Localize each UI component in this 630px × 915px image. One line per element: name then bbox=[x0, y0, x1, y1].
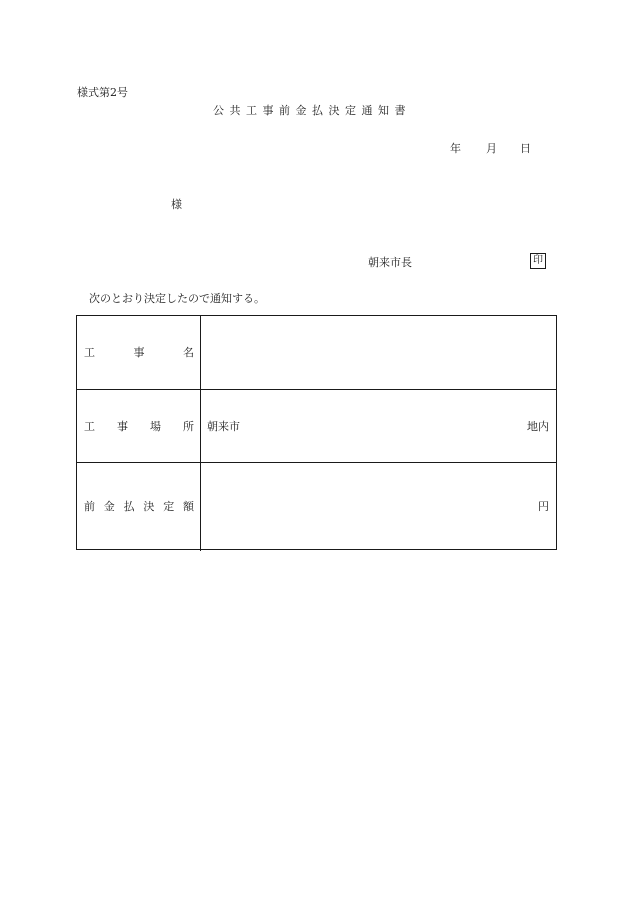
document-title: 公共工事前金払決定通知書 bbox=[213, 104, 411, 117]
label-char: 額 bbox=[182, 500, 194, 513]
label-char: 名 bbox=[183, 345, 194, 359]
advance-amount-field[interactable] bbox=[201, 463, 556, 551]
date-year-label: 年 bbox=[450, 142, 461, 155]
row-label bbox=[84, 420, 194, 434]
label-char: 金 bbox=[103, 500, 115, 513]
label-char: 事 bbox=[117, 419, 128, 433]
construction-name-field[interactable] bbox=[201, 316, 556, 389]
label-char: 前 bbox=[84, 500, 95, 513]
row-label bbox=[84, 500, 194, 514]
details-table bbox=[76, 315, 557, 550]
label-cell bbox=[77, 463, 201, 551]
label-char: 払 bbox=[123, 500, 135, 513]
label-char: 事 bbox=[133, 345, 145, 359]
label-char: 定 bbox=[163, 500, 175, 513]
label-char: 決 bbox=[143, 500, 155, 513]
construction-site-field[interactable] bbox=[201, 390, 556, 463]
yen-unit: 円 bbox=[538, 500, 549, 513]
site-area-suffix: 地内 bbox=[527, 419, 549, 433]
label-char: 所 bbox=[183, 419, 194, 433]
recipient-honorific: 様 bbox=[171, 198, 182, 211]
table-row-construction-name bbox=[77, 316, 556, 389]
table-row-construction-site bbox=[77, 389, 556, 463]
intro-text: 次のとおり決定したので通知する。 bbox=[89, 292, 265, 305]
label-cell bbox=[77, 390, 201, 463]
label-char: 工 bbox=[84, 345, 95, 359]
row-label bbox=[84, 346, 194, 360]
label-cell bbox=[77, 316, 201, 389]
table-row-advance-amount bbox=[77, 462, 556, 551]
form-number: 様式第2号 bbox=[77, 86, 128, 99]
site-city-prefix: 朝来市 bbox=[207, 419, 240, 433]
date-day-label: 日 bbox=[520, 142, 531, 155]
label-char: 場 bbox=[150, 419, 161, 433]
date-month-label: 月 bbox=[486, 142, 497, 155]
issuer-title: 朝来市長 bbox=[368, 256, 412, 269]
label-char: 工 bbox=[84, 419, 95, 433]
seal-mark: 印 bbox=[530, 253, 546, 269]
